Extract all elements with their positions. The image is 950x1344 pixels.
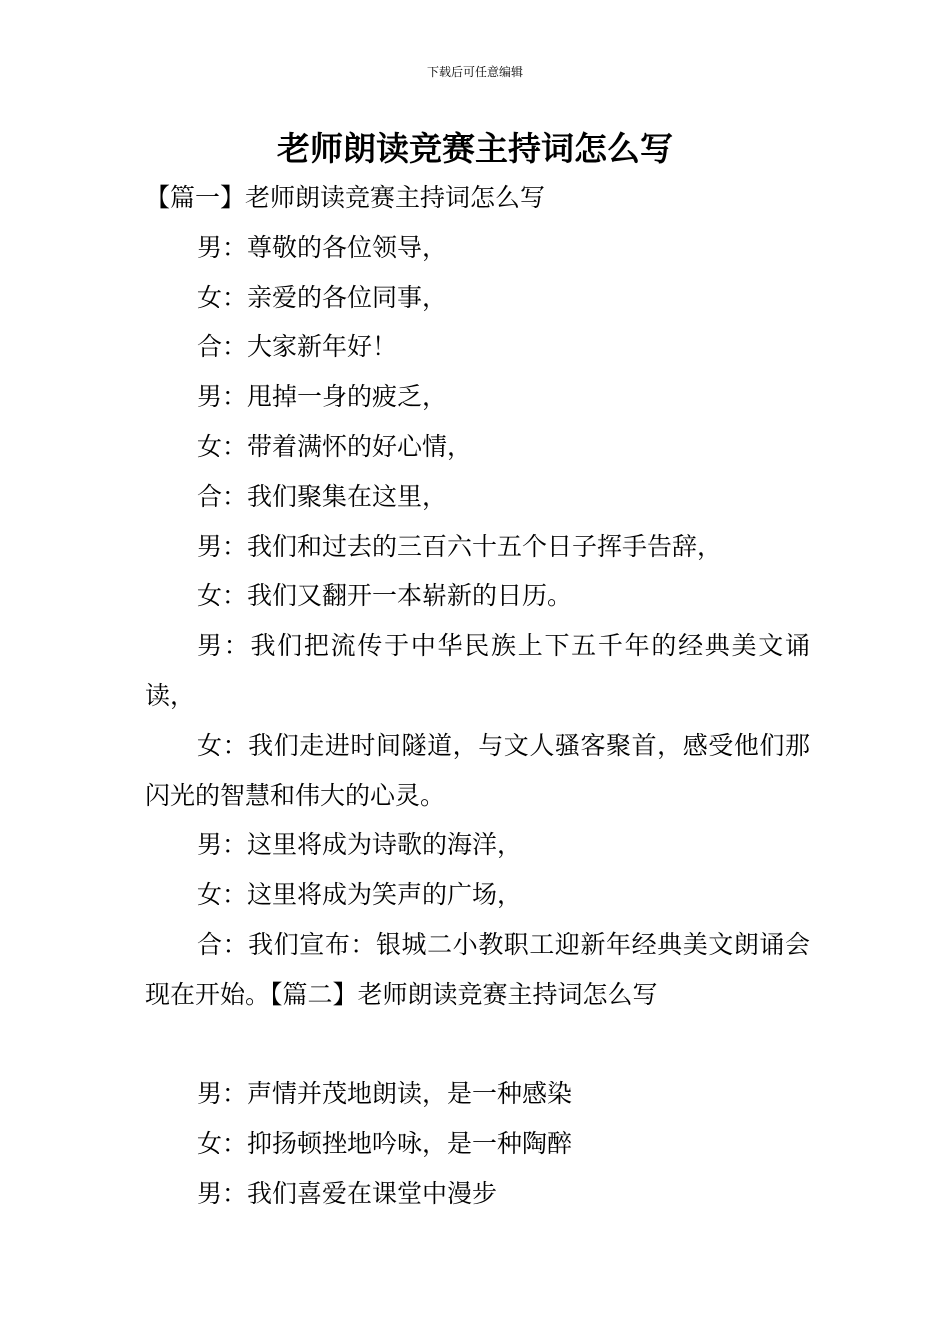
dialogue-line: 女：亲爱的各位同事， xyxy=(197,282,448,312)
dialogue-line: 男：我们和过去的三百六十五个日子挥手告辞， xyxy=(197,531,723,561)
dialogue-line: 合：我们宣布：银城二小教职工迎新年经典美文朗诵会现在开始。【篇二】老师朗读竞赛主持词怎么写 xyxy=(145,929,810,1009)
dialogue-line: 女：带着满怀的好心情， xyxy=(197,431,473,461)
dialogue-line: 合：我们聚集在这里， xyxy=(197,481,448,511)
dialogue-line: 男：这里将成为诗歌的海洋， xyxy=(197,830,523,860)
dialogue-line: 合：大家新年好！ xyxy=(197,332,398,362)
dialogue-line: 女：我们又翻开一本崭新的日历。 xyxy=(197,581,573,611)
section-heading-1: 【篇一】老师朗读竞赛主持词怎么写 xyxy=(145,183,546,212)
dialogue-line: 男：尊敬的各位领导， xyxy=(197,232,448,262)
page-header-note: 下载后可任意编辑 xyxy=(426,65,523,79)
document-title: 老师朗读竞赛主持词怎么写 xyxy=(277,129,673,168)
dialogue-line: 女：这里将成为笑声的广场， xyxy=(197,880,523,910)
dialogue-line: 男：甩掉一身的疲乏， xyxy=(197,382,448,412)
blank-line xyxy=(145,1020,810,1070)
dialogue-line: 女：抑扬顿挫地吟咏，是一种陶醉 xyxy=(197,1129,573,1159)
document-body xyxy=(145,173,810,1219)
dialogue-line: 男：声情并茂地朗读，是一种感染 xyxy=(197,1079,573,1109)
dialogue-line: 男：我们喜爱在课堂中漫步 xyxy=(197,1178,498,1208)
dialogue-line: 女：我们走进时间隧道，与文人骚客聚首，感受他们那闪光的智慧和伟大的心灵。 xyxy=(145,730,810,810)
dialogue-line: 男：我们把流传于中华民族上下五千年的经典美文诵读， xyxy=(145,631,810,710)
